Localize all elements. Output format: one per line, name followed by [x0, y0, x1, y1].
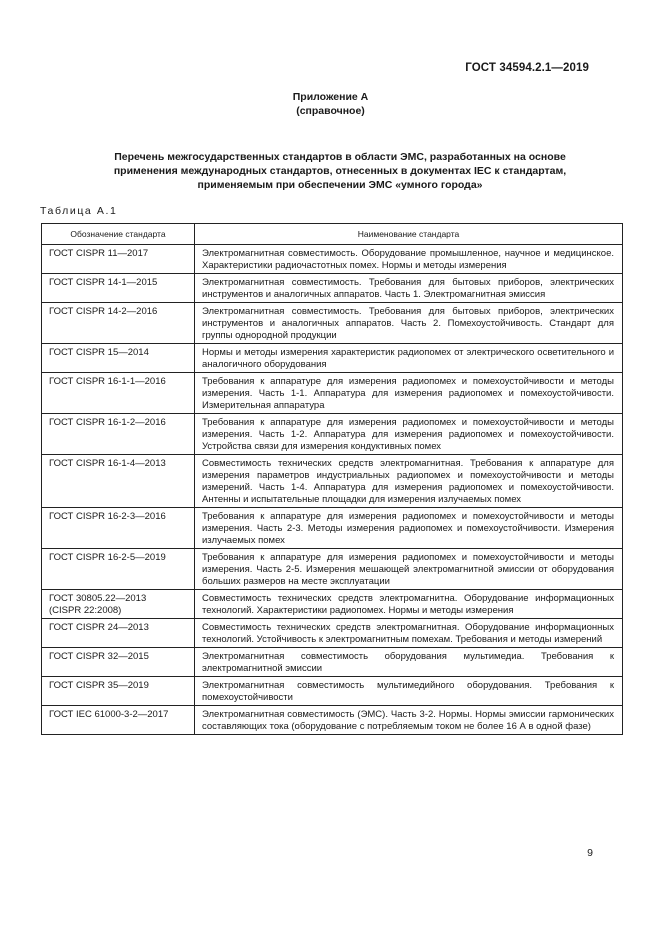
table-body	[42, 245, 623, 735]
table-row	[42, 455, 623, 508]
standard-name: Электромагнитная совместимость оборудования мультимедиа. Требования к электромагнитной эмиссии	[195, 648, 623, 677]
standard-code-cell	[42, 619, 195, 648]
column-header-code: Обозначение стандарта	[42, 224, 195, 245]
page-number: 9	[587, 847, 593, 859]
standard-code: ГОСТ CISPR 14-1—2015	[49, 277, 158, 288]
standard-name: Электромагнитная совместимость. Требования для бытовых приборов, электрических инструментов и аналогичных аппаратов. Часть 2. Помехоустойчивость. Стандарт для группы однородной продукции	[195, 303, 623, 344]
table-row	[42, 648, 623, 677]
standard-name: Требования к аппаратуре для измерения радиопомех и помехоустойчивости и методы измерения. Часть 1-2. Аппаратура для измерения радиопомех и помехоустойчивости. Устройства связи для измерения кондуктивных помех	[195, 414, 623, 455]
standard-code-cell	[42, 455, 195, 508]
table-row	[42, 590, 623, 619]
table-title-line: Перечень межгосударственных стандартов в области ЭМС, разработанных на основе	[114, 151, 566, 163]
standard-code-cell	[42, 245, 195, 274]
table-row	[42, 344, 623, 373]
standard-name: Требования к аппаратуре для измерения радиопомех и помехоустойчивости и методы измерения. Часть 2-5. Измерения мешающей электромагнитной эмиссии от оборудования больших размеров на месте эксплуатации	[195, 549, 623, 590]
standard-code: ГОСТ CISPR 14-2—2016	[49, 306, 158, 317]
standard-code-cell	[42, 303, 195, 344]
standard-name: Требования к аппаратуре для измерения радиопомех и помехоустойчивости и методы измерения. Часть 1-1. Аппаратура для измерения радиопомех и помехоустойчивости. Измерительная аппаратура	[195, 373, 623, 414]
standard-code: ГОСТ CISPR 35—2019	[49, 680, 149, 691]
standard-code-cell	[42, 648, 195, 677]
standard-code-cell	[42, 706, 195, 735]
standard-code: ГОСТ CISPR 16-1-2—2016	[49, 417, 166, 428]
standard-code: ГОСТ IEC 61000-3-2—2017	[49, 709, 169, 720]
table-title	[60, 150, 620, 192]
standard-name: Электромагнитная совместимость. Требования для бытовых приборов, электрических инструментов и аналогичных аппаратов. Часть 1. Электромагнитная эмиссия	[195, 274, 623, 303]
standard-code: ГОСТ CISPR 16-1-4—2013	[49, 458, 166, 469]
standard-code: ГОСТ CISPR 15—2014	[49, 347, 149, 358]
standard-code: ГОСТ CISPR 11—2017	[49, 248, 149, 259]
standard-name: Совместимость технических средств электромагнитная. Оборудование информационных технологий. Устойчивость к электромагнитным помехам. Требования и методы измерений	[195, 619, 623, 648]
column-header-name: Наименование стандарта	[195, 224, 623, 245]
standard-code-cell	[42, 549, 195, 590]
appendix-subtitle: (справочное)	[296, 105, 365, 117]
standard-code: ГОСТ CISPR 32—2015	[49, 651, 149, 662]
standard-name: Совместимость технических средств электромагнитна. Оборудование информационных технологий. Характеристики радиопомех. Нормы и методы измерения	[195, 590, 623, 619]
standard-name: Электромагнитная совместимость (ЭМС). Часть 3-2. Нормы. Нормы эмиссии гармонических составляющих тока (оборудование с потребляемым током не более 16 А в одной фазе)	[195, 706, 623, 735]
standard-code-cell	[42, 344, 195, 373]
standard-code-cell	[42, 414, 195, 455]
table-row	[42, 245, 623, 274]
standard-code: ГОСТ CISPR 24—2013	[49, 622, 149, 633]
document-code: ГОСТ 34594.2.1—2019	[465, 62, 589, 74]
standard-name: Требования к аппаратуре для измерения радиопомех и помехоустойчивости и методы измерения. Часть 2-3. Методы измерения радиопомех и помехоустойчивости. Измерения излучаемых помех	[195, 508, 623, 549]
standard-name: Электромагнитная совместимость мультимедийного оборудования. Требования к помехоустойчивости	[195, 677, 623, 706]
standard-name: Совместимость технических средств электромагнитная. Требования к аппаратуре для измерения параметров индустриальных радиопомех и помехоустойчивости и методы измерений. Часть 1-4. Аппаратура для измерения радиопомех и помехоустойчивости. Антенны и испытательные площадки для измерения излучаемых помех	[195, 455, 623, 508]
table-row	[42, 373, 623, 414]
standards-table	[41, 223, 623, 735]
table-row	[42, 303, 623, 344]
standard-name: Электромагнитная совместимость. Оборудование промышленное, научное и медицинское. Характеристики радиочастотных помех. Нормы и методы измерения	[195, 245, 623, 274]
table-row	[42, 706, 623, 735]
table-row	[42, 677, 623, 706]
table-caption: Таблица А.1	[40, 205, 118, 217]
standard-code: ГОСТ CISPR 16-2-5—2019	[49, 552, 166, 563]
table-row	[42, 274, 623, 303]
table-title-line: применения международных стандартов, отнесенных в документах IEC к стандартам,	[113, 165, 567, 177]
standard-code: ГОСТ CISPR 16-1-1—2016	[49, 376, 166, 387]
standard-code-cell	[42, 274, 195, 303]
standard-code: (CISPR 22:2008)	[49, 605, 122, 616]
table-header-row	[42, 224, 623, 245]
appendix-heading	[0, 90, 661, 118]
standard-code-cell	[42, 677, 195, 706]
table-row	[42, 508, 623, 549]
table-row	[42, 619, 623, 648]
standard-name: Нормы и методы измерения характеристик радиопомех от электрического осветительного и аналогичного оборудования	[195, 344, 623, 373]
standard-code-cell	[42, 508, 195, 549]
standard-code: ГОСТ CISPR 16-2-3—2016	[49, 511, 166, 522]
standard-code-cell	[42, 373, 195, 414]
table-row	[42, 549, 623, 590]
appendix-title: Приложение А	[292, 91, 369, 103]
table-title-line: применяемым при обеспечении ЭМС «умного города»	[197, 179, 483, 191]
standard-code-cell	[42, 590, 195, 619]
table-row	[42, 414, 623, 455]
standard-code: ГОСТ 30805.22—2013	[49, 593, 147, 604]
